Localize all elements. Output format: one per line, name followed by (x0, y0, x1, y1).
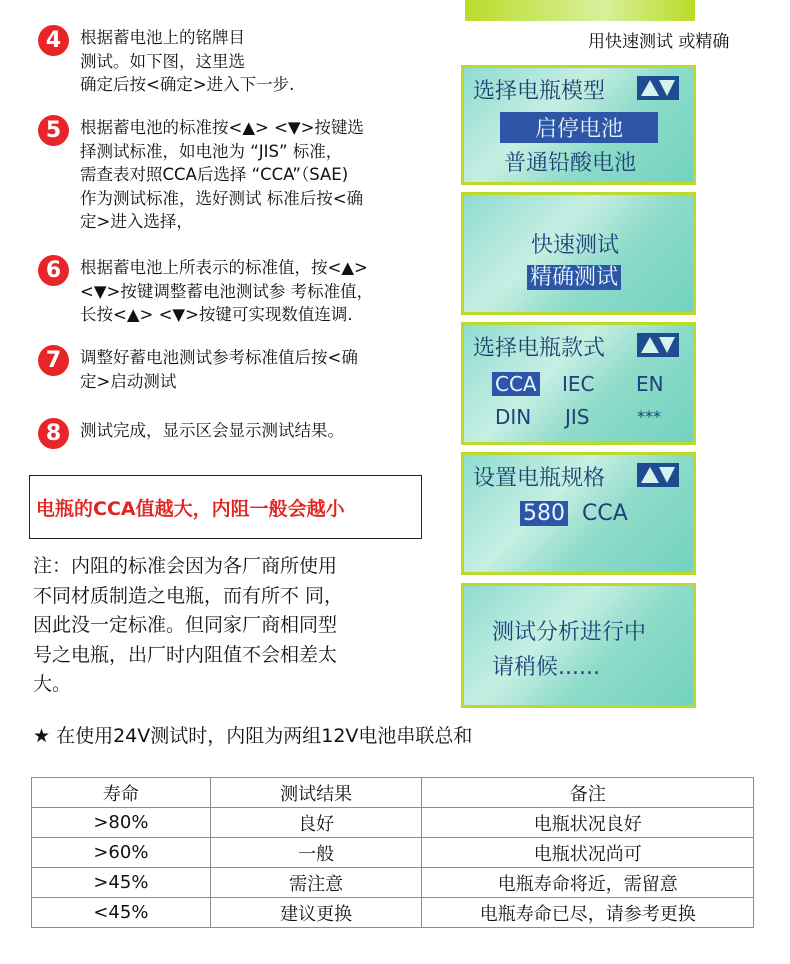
top-lcd-strip (465, 0, 695, 21)
table-row (32, 808, 754, 838)
top-right-text: 用快速测试 或精确 (588, 32, 730, 52)
lcd-option-selected: 启停电池 (500, 112, 658, 143)
lcd-type-cell-wrap (492, 372, 540, 396)
table-cell: 电瓶寿命将近，需留意 (422, 868, 754, 898)
table-row (32, 868, 754, 898)
table-row (32, 838, 754, 868)
cca-statement-box (29, 475, 422, 539)
step-line: 确定后按<确定>进入下一步. (80, 75, 295, 94)
step-line: 测试。如下图，这里选 (80, 51, 245, 71)
step-line: 调整好蓄电池测试参考标准值后按<确 (80, 348, 358, 367)
step-number-badge: 7 (38, 345, 69, 376)
step-line: 长按<▲> <▼>按键可实现数值连调. (80, 305, 353, 324)
step-line: 根据蓄电池上的铭牌目 (80, 28, 245, 47)
lcd-type-cell-selected: CCA (492, 372, 540, 396)
table-cell: <45% (32, 898, 211, 928)
lcd-title: 选择电瓶款式 (473, 336, 606, 361)
table-cell: 一般 (210, 838, 422, 868)
lcd-spec-value: 580 (520, 501, 568, 526)
lcd-option-selected-wrap (527, 260, 621, 291)
step-line: 作为测试标准，选好测试 标准后按<确 (80, 188, 364, 208)
lcd-option: 快速测试 (531, 233, 620, 258)
up-down-arrows-icon (637, 333, 679, 357)
results-table (31, 777, 754, 928)
table-cell: 良好 (210, 808, 422, 838)
lcd-type-cell: DIN (495, 405, 532, 429)
lcd-type-cell: EN (636, 372, 664, 396)
lcd-spec-unit: CCA (582, 501, 628, 526)
note-line: 大。 (33, 673, 72, 695)
lcd-panel-battery-model (461, 65, 696, 185)
lcd-panel-analyzing (461, 583, 696, 708)
cca-statement: 电瓶的CCA值越大，内阻一般会越小 (36, 498, 345, 520)
up-down-arrows-icon (637, 463, 679, 487)
note-line: 注：内阻的标准会因为各厂商所使用 (33, 555, 338, 577)
lcd-option: 普通铅酸电池 (504, 151, 637, 176)
table-cell: 电瓶寿命已尽，请参考更换 (422, 898, 754, 928)
step-line: 根据蓄电池上所表示的标准值，按<▲> (80, 258, 368, 277)
table-cell: >80% (32, 808, 211, 838)
star-note: ★ 在使用24V测试时，内阻为两组12V电池串联总和 (33, 725, 473, 747)
up-down-arrows-icon (637, 76, 679, 100)
table-row (32, 898, 754, 928)
lcd-type-cell: JIS (565, 405, 590, 429)
step-line: 定>进入选择， (80, 212, 193, 231)
lcd-title: 设置电瓶规格 (473, 466, 606, 491)
lcd-type-cell: IEC (562, 372, 595, 396)
note-line: 不同材质制造之电瓶，而有所不 同， (33, 584, 344, 607)
step-line: 测试完成，显示区会显示测试结果。 (80, 421, 344, 440)
table-cell: >60% (32, 838, 211, 868)
step-line: 定>启动测试 (80, 371, 177, 391)
step-number-badge: 6 (38, 255, 69, 286)
step-number-badge: 4 (38, 25, 69, 56)
step-line: 根据蓄电池的标准按<▲> <▼>按键选 (80, 118, 364, 137)
step-line: 择测试标准，如电池为 “JIS” 标准， (80, 141, 343, 161)
table-cell: 需注意 (210, 868, 422, 898)
table-cell: 电瓶状况尚可 (422, 838, 754, 868)
lcd-status-line: 请稍候...... (492, 655, 600, 680)
lcd-panel-test-mode (461, 192, 696, 315)
note-paragraph (33, 552, 433, 700)
lcd-option-selected: 精确测试 (527, 265, 621, 290)
step-number-badge: 8 (38, 418, 69, 449)
lcd-panel-battery-spec (461, 452, 696, 575)
table-cell: 建议更换 (210, 898, 422, 928)
step-number-badge: 5 (38, 115, 69, 146)
lcd-type-cell: *** (637, 407, 661, 426)
table-cell: >45% (32, 868, 211, 898)
note-line: 因此没一定标准。但同家厂商相同型 (33, 614, 338, 636)
lcd-title: 选择电瓶模型 (473, 79, 606, 104)
table-header-cell: 寿命 (32, 778, 211, 808)
table-header-row (32, 778, 754, 808)
table-header-cell: 测试结果 (210, 778, 422, 808)
lcd-status-line: 测试分析进行中 (492, 620, 647, 645)
table-cell: 电瓶状况良好 (422, 808, 754, 838)
table-header-cell: 备注 (422, 778, 754, 808)
note-line: 号之电瓶，出厂时内阻值不会相差太 (33, 643, 338, 666)
lcd-spec-value-wrap (520, 501, 568, 526)
step-line: <▼>按键调整蓄电池测试参 考标准值， (80, 281, 374, 301)
step-line: 需查表对照CCA后选择 “CCA”（SAE) (80, 165, 349, 184)
lcd-panel-battery-type (461, 322, 696, 445)
